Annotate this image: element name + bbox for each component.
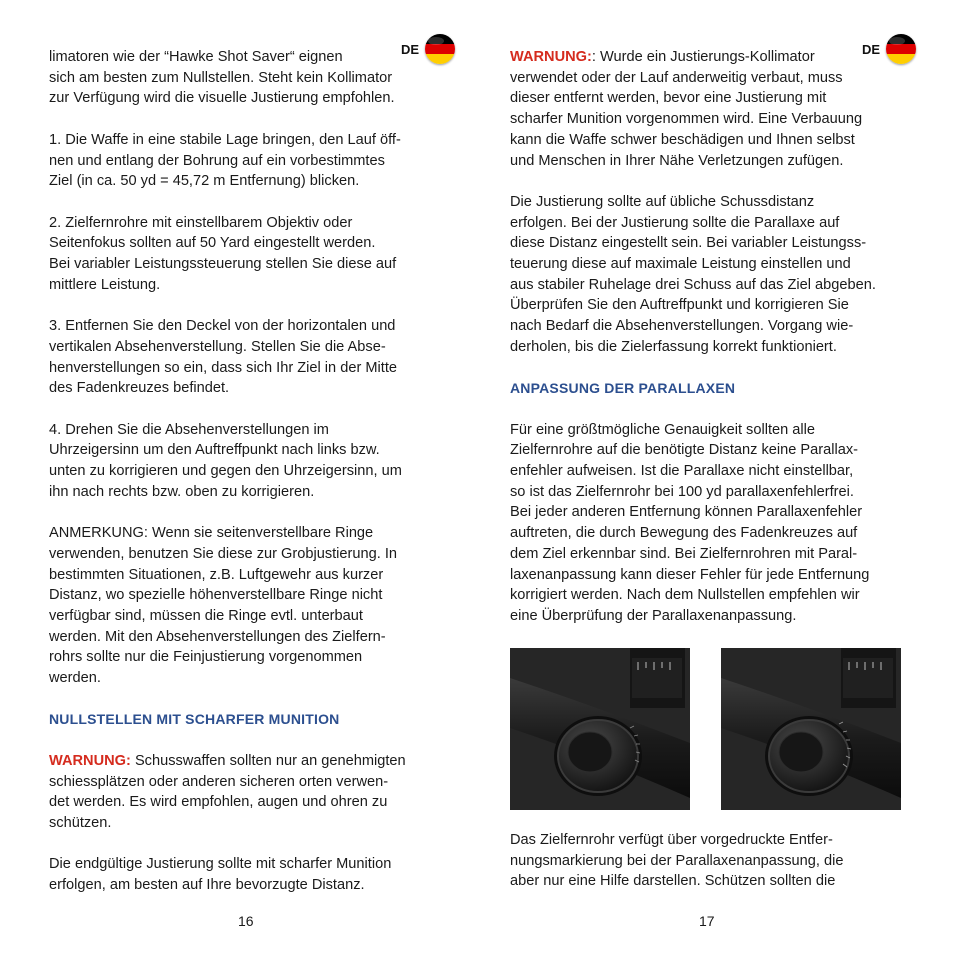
warning-label: WARNUNG: [49, 752, 131, 769]
warning-paragraph [49, 751, 449, 834]
step-1: 1. Die Waffe in eine stabile Lage bringen, den Lauf öff- nen und entlang der Bohrung auf ein vorbestimmtes Ziel (in ca. 50 yd = 45,72 m Entfernung) blicken. [49, 131, 401, 190]
page-number: 16 [238, 913, 254, 929]
language-code: DE [862, 41, 881, 57]
note-paragraph: ANMERKUNG: Wenn sie seitenverstellbare Ringe verwenden, benutzen Sie diese zur Grobjustierung. In bestimmten Situationen, z.B. Luftgewehr aus kurzer Distanz, wo spezielle höhenverstellbare Ringe nicht verfügbar sind, müssen die Ringe evtl. unterbaut werden. Mit den Absehenverstellungen des Zielfern- rohrs sollte nur die Feinjustierung vorgenommen werden. [49, 525, 398, 687]
left-text-column [49, 47, 449, 916]
page-number: 17 [699, 913, 715, 929]
parallax-paragraph: Für eine größtmögliche Genauigkeit sollten alle Zielfernrohre auf die benötigte Distanz keine Parallax- enfehler aufweisen. Ist die Parallaxe nicht einstellbar, so ist das Zielfernrohr bei 100 yd parallaxenfehlerfrei. Bei jeder anderen Entfernung können Parallaxenfehler auftreten, die durch Bewegung des Fadenkreuzes auf dem Ziel erkennbar sind. Bei Zielfernrohren mit Paral- laxenanpassung kann dieser Fehler für jede Entfernung korrigiert werden. Nach dem Nullstellen empfehlen wir eine Überprüfung der Parallaxenanpassung. [510, 421, 870, 624]
scope-photos [510, 648, 932, 810]
scope-photo-parallax-dial-1 [510, 648, 690, 810]
language-code: DE [401, 41, 420, 57]
page-right [477, 0, 954, 954]
right-text-column [510, 47, 910, 647]
paragraph-collimator: limatoren wie der “Hawke Shot Saver“ eignen sich am besten zum Nullstellen. Steht kein Kollimator zur Verfügung wird die visuelle Justierung empfohlen. [49, 49, 395, 107]
scope-photo-parallax-dial-2 [721, 648, 901, 810]
warning-text: Schusswaffen sollten nur an genehmigten schiessplätzen oder anderen sicheren orten verwen- det werden. Es wird empfohlen, augen und ohren zu schützen. [49, 752, 406, 831]
distance-marking-paragraph: Das Zielfernrohr verfügt über vorgedruckte Entfer- nungsmarkierung bei der Parallaxenanpassung, die aber nur eine Hilfe darstellen. Schützen sollten die [510, 832, 844, 890]
warning-label: WARNUNG: [510, 49, 592, 65]
live-fire-paragraph: Die Justierung sollte auf übliche Schussdistanz erfolgen. Bei der Justierung sollte die Parallaxe auf diese Distanz eingestellt sein. Bei variabler Leistungss- teuerung diese auf maximale Leistung einstellen und aus stabiler Ruhelage drei Schuss auf das Ziel abgeben. Überprüfen Sie den Auftreffpunkt und korrigieren Sie nach Bedarf die Absehenverstellungen. Vorgang wie- derholen, bis die Zielerfassung korrekt funktioniert. [510, 193, 876, 355]
right-text-continuation [510, 830, 910, 892]
section-heading-zeroing: NULLSTELLEN MIT SCHARFER MUNITION [49, 711, 340, 728]
step-2: 2. Zielfernrohre mit einstellbarem Objektiv oder Seitenfokus sollten auf 50 Yard eingestellt werden. Bei variabler Leistungssteuerung stellen Sie diese auf mittlere Leistung. [49, 214, 397, 293]
section-heading-parallax: ANPASSUNG DER PARALLAXEN [510, 380, 736, 397]
final-adjustment-paragraph: Die endgültige Justierung sollte mit scharfer Munition erfolgen, am besten auf Ihre bevorzugte Distanz. [49, 856, 392, 893]
step-4: 4. Drehen Sie die Absehenverstellungen im Uhrzeigersinn um den Auftreffpunkt nach links bzw. unten zu korrigieren und gegen den Uhrzeigersinn, um ihn nach rechts bzw. oben zu korrigieren. [49, 421, 402, 500]
step-3: 3. Entfernen Sie den Deckel von der horizontalen und vertikalen Absehenverstellung. Stellen Sie die Abse- henverstellungen so ein, dass sich Ihr Ziel in der Mitte des Fadenkreuzes befindet. [49, 318, 397, 397]
warning-text: : Wurde ein Justierungs-Kollimator verwendet oder der Lauf anderweitig verbaut, muss dieser entfernt werden, bevor eine Justierung mit scharfer Munition vorgenommen wird. Eine Verbauung kann die Waffe schwer beschädigen und Ihnen selbst und Menschen in Ihrer Nähe Verletzungen zufügen. [510, 49, 863, 169]
warning-paragraph [510, 47, 910, 171]
